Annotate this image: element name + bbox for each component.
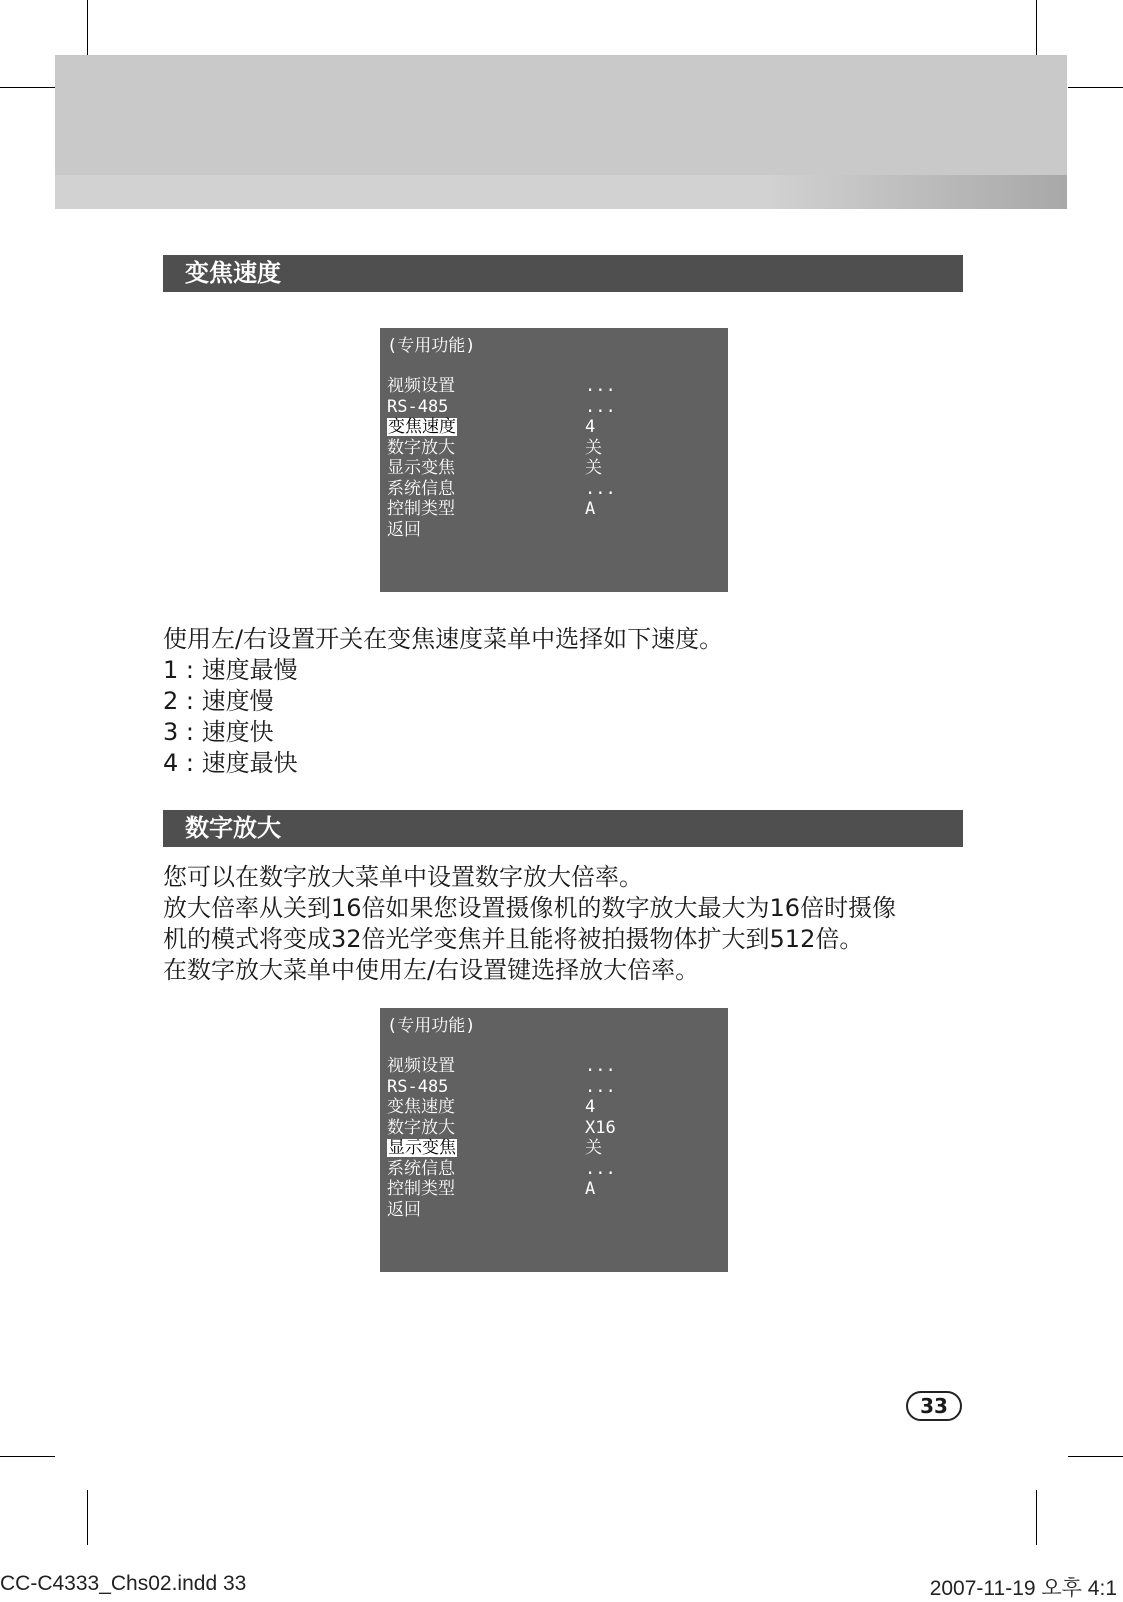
- osd-row: [387, 417, 717, 438]
- osd-value: ...: [585, 478, 616, 499]
- crop-mark: [1068, 1456, 1123, 1457]
- digital-zoom-text: 放大倍率从关到16倍如果您设置摄像机的数字放大最大为16倍时摄像: [163, 894, 897, 922]
- osd-title: (专用功能): [387, 1016, 476, 1036]
- osd-label: 返回: [387, 1199, 421, 1220]
- osd-menu-digital-zoom: [380, 1008, 728, 1272]
- osd-value: ...: [585, 396, 616, 417]
- osd-value: ...: [585, 1158, 616, 1179]
- osd-row: [387, 397, 717, 418]
- osd-row: [387, 1159, 717, 1180]
- osd-value: X16: [585, 1117, 616, 1138]
- osd-row: [387, 1097, 717, 1118]
- osd-label: RS-485: [387, 1076, 449, 1097]
- osd-label: 系统信息: [387, 1158, 455, 1179]
- osd-label: 返回: [387, 519, 421, 540]
- osd-value: 关: [585, 437, 602, 458]
- speed-option: 4 : 速度最快: [163, 749, 298, 777]
- osd-value: 4: [585, 1097, 596, 1117]
- osd-menu-zoom-speed: [380, 328, 728, 592]
- osd-label: 数字放大: [387, 1117, 455, 1138]
- print-slug-date: 2007-11-19 오후 4:1: [929, 1577, 1117, 1600]
- page-number: 33: [906, 1391, 962, 1421]
- osd-row: [387, 499, 717, 520]
- osd-value: A: [585, 1179, 596, 1199]
- osd-label: 视频设置: [387, 1056, 455, 1076]
- crop-mark: [1036, 1490, 1037, 1545]
- print-slug-file: CC-C4333_Chs02.indd 33: [0, 1572, 247, 1595]
- osd-label: 显示变焦: [387, 458, 455, 478]
- osd-label: 显示变焦: [388, 1138, 456, 1158]
- osd-row: [387, 520, 717, 541]
- osd-rows: [387, 376, 717, 540]
- osd-row: [387, 376, 717, 397]
- osd-row: [387, 458, 717, 479]
- header-band: [55, 55, 1067, 175]
- crop-mark: [1036, 0, 1037, 55]
- section-title-digital-zoom: 数字放大: [163, 810, 963, 847]
- crop-mark: [1068, 87, 1123, 88]
- osd-label: 变焦速度: [388, 417, 456, 437]
- crop-mark: [87, 0, 88, 55]
- osd-label: RS-485: [387, 396, 449, 417]
- osd-label: 控制类型: [387, 499, 455, 519]
- speed-option: 3 : 速度快: [163, 718, 274, 746]
- osd-value: 关: [585, 458, 602, 478]
- osd-row: [387, 479, 717, 500]
- osd-row: [387, 1138, 717, 1159]
- osd-row: [387, 1200, 717, 1221]
- crop-mark: [0, 87, 55, 88]
- zoom-speed-intro: 使用左/右设置开关在变焦速度菜单中选择如下速度。: [163, 625, 724, 653]
- osd-label: 视频设置: [387, 376, 455, 396]
- osd-label: 控制类型: [387, 1179, 455, 1199]
- osd-row: [387, 1077, 717, 1098]
- osd-rows: [387, 1056, 717, 1220]
- digital-zoom-text: 您可以在数字放大菜单中设置数字放大倍率。: [163, 863, 643, 891]
- section-title-zoom-speed: 变焦速度: [163, 255, 963, 292]
- speed-option: 2 : 速度慢: [163, 687, 274, 715]
- osd-label: 数字放大: [387, 437, 455, 458]
- osd-label: 系统信息: [387, 478, 455, 499]
- header-strip: [55, 175, 1067, 209]
- crop-mark: [0, 1456, 55, 1457]
- osd-row: [387, 1056, 717, 1077]
- osd-value: ...: [585, 376, 616, 396]
- digital-zoom-text: 在数字放大菜单中使用左/右设置键选择放大倍率。: [163, 956, 700, 984]
- osd-title: (专用功能): [387, 336, 476, 356]
- osd-label: 变焦速度: [387, 1097, 455, 1117]
- osd-value: A: [585, 499, 596, 519]
- osd-row: [387, 438, 717, 459]
- osd-value: ...: [585, 1056, 616, 1076]
- osd-row: [387, 1118, 717, 1139]
- crop-mark: [87, 1490, 88, 1545]
- osd-value: ...: [585, 1076, 616, 1097]
- osd-value: 4: [585, 417, 596, 437]
- osd-row: [387, 1179, 717, 1200]
- osd-value: 关: [585, 1138, 602, 1158]
- speed-option: 1 : 速度最慢: [163, 656, 298, 684]
- digital-zoom-text: 机的模式将变成32倍光学变焦并且能将被拍摄物体扩大到512倍。: [163, 925, 864, 953]
